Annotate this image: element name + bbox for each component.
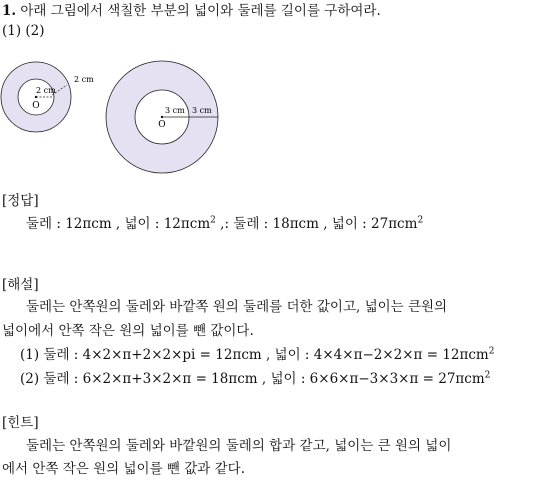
explanation-header: [해설] [2,277,39,293]
annulus-right [106,61,218,173]
calc-line-2 [20,370,490,388]
answer-part-b: ,: 둘레 : 18πcm , 넓이 : 27πcm [215,216,418,232]
answer-sup-b: 2 [417,215,424,226]
problem-line [2,2,381,20]
answer-part-a: 둘레 : 12πcm , 넓이 : 12πcm [26,216,211,232]
calc2-sup: 2 [484,370,491,381]
center-label-left: O [32,101,40,111]
center-label-right: O [158,120,166,130]
parts-label: (1) (2) [2,23,45,39]
problem-number: 1. [2,3,17,19]
answer-header: [정답] [2,193,39,209]
explanation-line2: 넓이에서 안쪽 작은 원의 넓이를 뺀 값이다. [2,323,254,339]
problem-text: 아래 그림에서 색칠한 부분의 넓이와 둘레를 길이를 구하여라. [20,3,381,19]
inner-radius-label-left: 2 cm [36,86,56,95]
inner-radius-label-right: 3 cm [165,106,185,115]
hint-line1: 둘레는 안쪽원의 둘레와 바깥원의 둘레의 합과 같고, 넓이는 큰 원의 넓이 [26,438,452,454]
ring-width-label-right: 3 cm [192,106,212,115]
hint-header: [힌트] [2,415,39,431]
calc-line-1 [20,346,494,364]
answer-line [26,215,423,233]
hint-line2: 에서 안쪽 작은 원의 넓이를 뺀 값과 같다. [2,461,245,477]
answer-sup-a: 2 [210,215,216,226]
explanation-line1: 둘레는 안쪽원의 둘레와 바깥쪽 원의 둘레를 더한 값이고, 넓이는 큰원의 [26,299,448,315]
ring-width-label-left: 2 cm [74,75,94,84]
calc2-text: (2) 둘레 : 6×2×π+3×2×π = 18πcm , 넓이 : 6×6×π−3×3×π = 27πcm [20,371,485,387]
calc1-sup: 2 [488,346,495,357]
annulus-figure [0,55,240,190]
annulus-left [1,62,94,132]
calc1-text: (1) 둘레 : 4×2×π+2×2×pi = 12πcm , 넓이 : 4×4×π−2×2×π = 12πcm [20,347,489,363]
